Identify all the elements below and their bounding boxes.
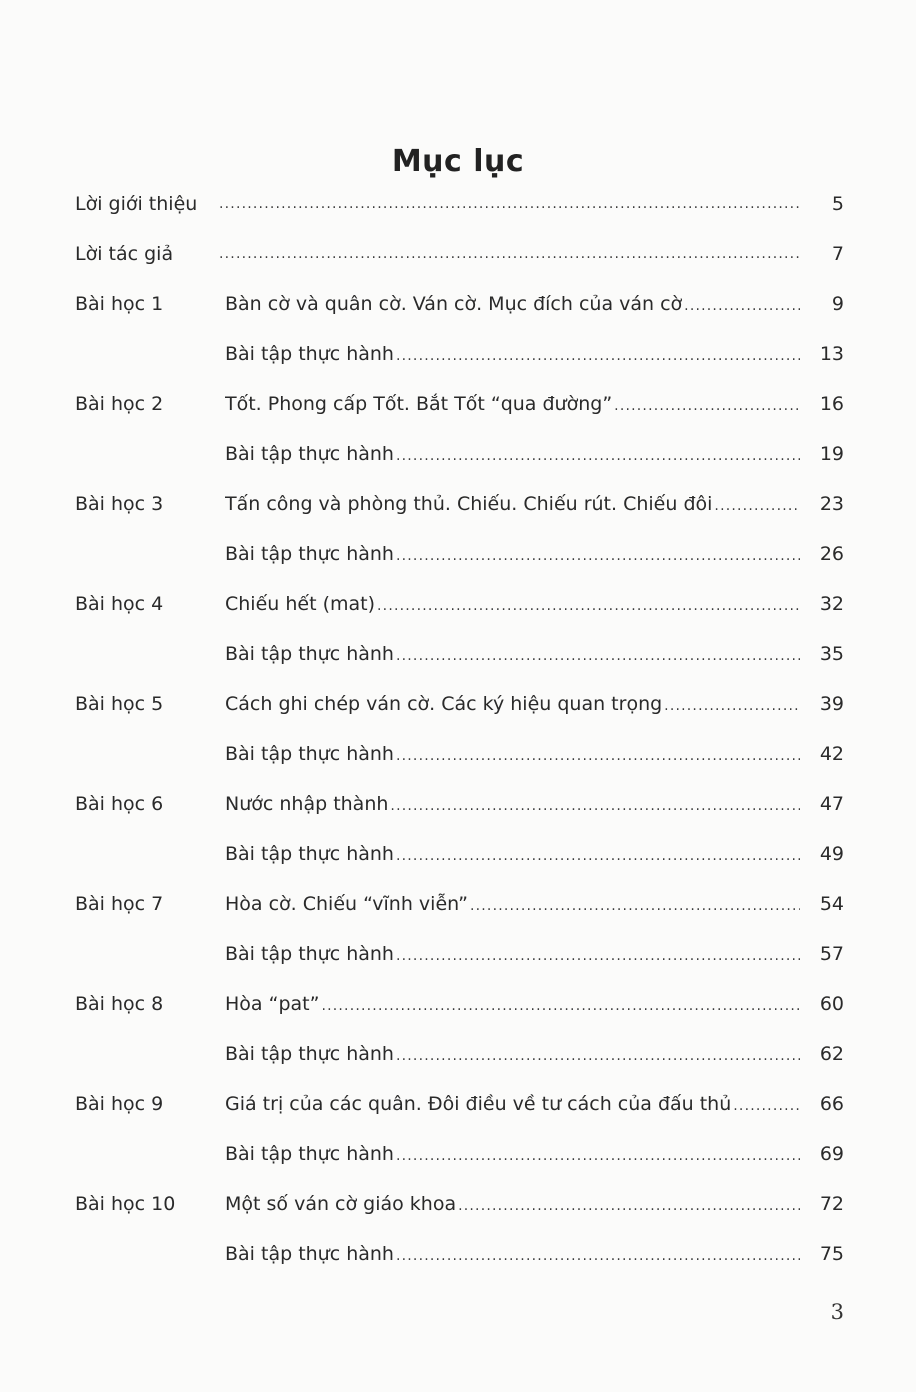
dot-leader	[219, 229, 800, 279]
toc-entry: Bài tập thực hành .....	[225, 729, 800, 781]
toc-entry: Bài tập thực hành .....	[225, 1229, 800, 1281]
dot-leader	[396, 831, 800, 881]
toc-lesson-label: Bài học 4	[75, 593, 164, 615]
toc-page-number: 49	[819, 843, 844, 865]
toc-entry: Bài tập thực hành .....	[225, 529, 800, 581]
dot-leader	[664, 681, 800, 731]
toc-lesson-label: Bài học 3	[75, 493, 164, 515]
toc-entry: Tấn công và phòng thủ. Chiếu. Chiếu rút. Chiếu đôi .....	[225, 479, 800, 531]
dot-leader	[470, 881, 800, 931]
toc-entry: Giá trị của các quân. Đôi điều về tư cách của đấu thủ .....	[225, 1079, 800, 1131]
toc-lesson-label: Bài học 7	[75, 893, 164, 915]
toc-row-lesson	[0, 779, 916, 829]
dot-leader	[396, 1231, 800, 1281]
toc-row-lesson	[0, 1079, 916, 1129]
toc-page-number: 26	[819, 543, 844, 565]
toc-page-number: 5	[831, 193, 844, 215]
toc-entry: Bài tập thực hành .....	[225, 1129, 800, 1181]
dot-leader	[396, 431, 800, 481]
dot-leader	[396, 1031, 800, 1081]
toc-page-number: 23	[819, 493, 844, 515]
toc-entry: Cách ghi chép ván cờ. Các ký hiệu quan trọng .....	[225, 679, 800, 731]
toc-page-number: 69	[819, 1143, 844, 1165]
page-title: Mục lục	[391, 144, 525, 180]
toc-entry	[217, 229, 800, 279]
table-of-contents	[0, 179, 916, 1279]
toc-page-number: 42	[819, 743, 844, 765]
toc-page-number: 39	[819, 693, 844, 715]
toc-lesson-label: Bài học 2	[75, 393, 164, 415]
toc-row-lesson	[0, 979, 916, 1029]
toc-entry: Hòa “pat” .....	[225, 979, 800, 1031]
dot-leader	[733, 1081, 800, 1131]
toc-row-exercise	[0, 429, 916, 479]
toc-entry: Bàn cờ và quân cờ. Ván cờ. Mục đích của ván cờ .....	[225, 279, 800, 331]
toc-page-number: 16	[819, 393, 844, 415]
toc-row-lesson	[0, 279, 916, 329]
toc-page-number: 32	[819, 593, 844, 615]
toc-page-number: 66	[819, 1093, 844, 1115]
toc-row-lesson	[0, 679, 916, 729]
toc-entry: Chiếu hết (mat) .....	[225, 579, 800, 631]
toc-page-number: 7	[831, 243, 844, 265]
dot-leader	[390, 781, 800, 831]
toc-page-number: 62	[819, 1043, 844, 1065]
toc-lesson-label: Bài học 5	[75, 693, 164, 715]
dot-leader	[396, 331, 800, 381]
toc-row-lesson	[0, 379, 916, 429]
toc-row-lesson	[0, 479, 916, 529]
toc-row-exercise	[0, 529, 916, 579]
toc-row-lesson	[0, 879, 916, 929]
dot-leader	[714, 481, 800, 531]
toc-page-number: 72	[819, 1193, 844, 1215]
toc-lesson-label: Bài học 10	[75, 1193, 176, 1215]
toc-entry: Bài tập thực hành .....	[225, 829, 800, 881]
toc-page-number: 57	[819, 943, 844, 965]
toc-lesson-label: Bài học 1	[75, 293, 164, 315]
toc-page-number: 47	[819, 793, 844, 815]
toc-page-number: 60	[819, 993, 844, 1015]
toc-row-exercise	[0, 829, 916, 879]
toc-entry: Bài tập thực hành .....	[225, 429, 800, 481]
toc-entry: Tốt. Phong cấp Tốt. Bắt Tốt “qua đường” .....	[225, 379, 800, 431]
dot-leader	[396, 631, 800, 681]
toc-page-number: 19	[819, 443, 844, 465]
toc-row-exercise	[0, 1229, 916, 1279]
dot-leader	[396, 931, 800, 981]
toc-lesson-label: Bài học 9	[75, 1093, 164, 1115]
toc-entry: Nước nhập thành .....	[225, 779, 800, 831]
toc-entry: Hòa cờ. Chiếu “vĩnh viễn” .....	[225, 879, 800, 931]
toc-page-number: 9	[831, 293, 844, 315]
toc-entry: Bài tập thực hành .....	[225, 329, 800, 381]
dot-leader	[219, 179, 800, 229]
dot-leader	[396, 531, 800, 581]
toc-row-exercise	[0, 329, 916, 379]
dot-leader	[321, 981, 800, 1031]
toc-row-exercise	[0, 729, 916, 779]
dot-leader	[614, 381, 800, 431]
toc-row-lesson	[0, 579, 916, 629]
toc-row-lesson	[0, 1179, 916, 1229]
page-number: 3	[830, 1300, 844, 1324]
toc-row-exercise	[0, 1029, 916, 1079]
dot-leader	[396, 731, 800, 781]
toc-entry	[217, 179, 800, 229]
toc-lesson-label: Bài học 6	[75, 793, 164, 815]
toc-heading: Lời tác giả	[75, 243, 174, 265]
toc-entry: Bài tập thực hành .....	[225, 629, 800, 681]
toc-page-number: 35	[819, 643, 844, 665]
toc-row-exercise	[0, 1129, 916, 1179]
dot-leader	[396, 1131, 800, 1181]
toc-page-number: 13	[819, 343, 844, 365]
dot-leader	[684, 281, 800, 331]
toc-page-number: 75	[819, 1243, 844, 1265]
toc-heading: Lời giới thiệu	[75, 193, 198, 215]
toc-row-exercise	[0, 929, 916, 979]
toc-entry: Bài tập thực hành .....	[225, 929, 800, 981]
toc-row-exercise	[0, 629, 916, 679]
toc-lesson-label: Bài học 8	[75, 993, 164, 1015]
toc-entry: Một số ván cờ giáo khoa .....	[225, 1179, 800, 1231]
dot-leader	[377, 581, 800, 631]
toc-row-intro	[0, 179, 916, 229]
toc-row-author	[0, 229, 916, 279]
toc-page-number: 54	[819, 893, 844, 915]
dot-leader	[458, 1181, 800, 1231]
toc-entry: Bài tập thực hành .....	[225, 1029, 800, 1081]
